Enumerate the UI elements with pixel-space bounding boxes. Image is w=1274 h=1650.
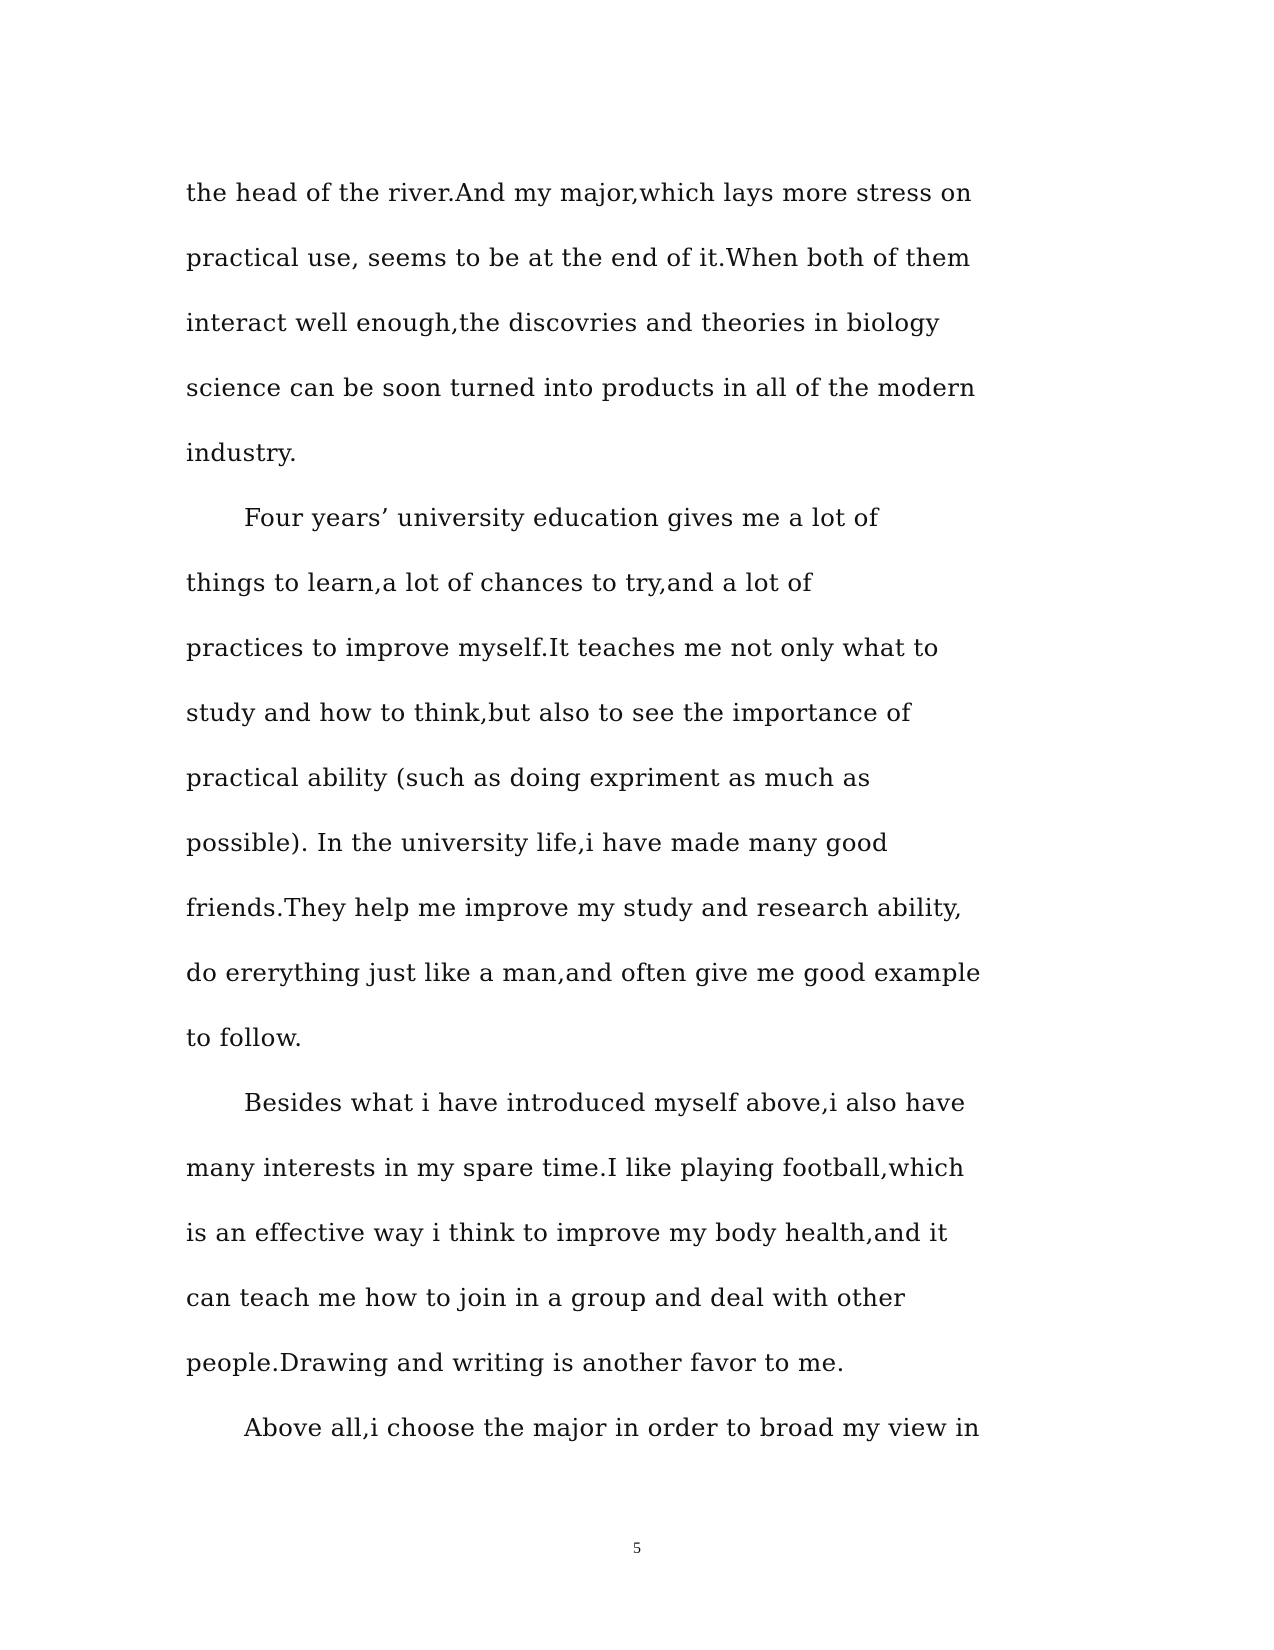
text-line: people.Drawing and writing is another favor to me. [186,1348,845,1377]
text-line: is an effective way i think to improve my body health,and it [186,1218,948,1247]
text-line: to follow. [186,1023,303,1052]
text-line: interact well enough,the discovries and theories in biology [186,308,940,337]
text-line: industry. [186,438,298,467]
paragraph-first-line: Besides what i have introduced myself above,i also have [244,1088,966,1117]
text-line: friends.They help me improve my study and research ability, [186,893,963,922]
text-line: the head of the river.And my major,which lays more stress on [186,178,972,207]
text-line: practices to improve myself.It teaches me not only what to [186,633,939,662]
text-line: possible). In the university life,i have made many good [186,828,889,857]
paragraph-first-line: Four years’ university education gives me a lot of [244,503,879,532]
paragraph-first-line: Above all,i choose the major in order to broad my view in [244,1413,980,1442]
body-text [186,168,1086,1468]
text-line: things to learn,a lot of chances to try,and a lot of [186,568,812,597]
text-line: science can be soon turned into products in all of the modern [186,373,976,402]
text-line: study and how to think,but also to see the importance of [186,698,911,727]
page-number: 5 [633,1540,641,1557]
text-line: many interests in my spare time.I like playing football,which [186,1153,965,1182]
text-line: can teach me how to join in a group and deal with other [186,1283,906,1312]
text-line: practical ability (such as doing expriment as much as [186,763,871,792]
text-line: practical use, seems to be at the end of it.When both of them [186,243,971,272]
text-line: do ererything just like a man,and often give me good example [186,958,981,987]
